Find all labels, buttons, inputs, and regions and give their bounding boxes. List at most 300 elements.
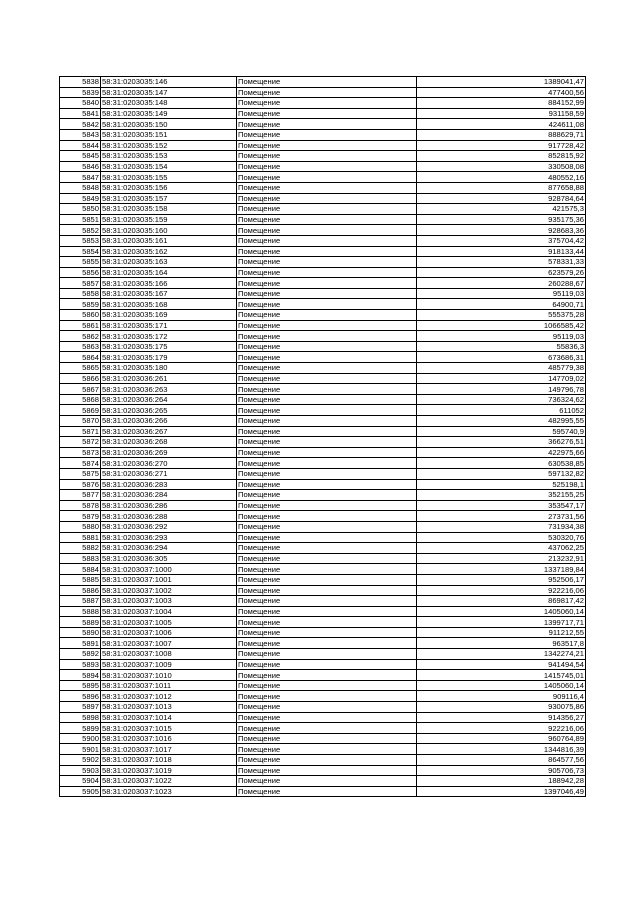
row-number-cell: 5883 [60, 553, 101, 564]
cadastral-number-cell: 58:31:0203037:1018 [101, 755, 237, 766]
cadastral-number-cell: 58:31:0203035:180 [101, 363, 237, 374]
object-type-cell: Помещение [237, 585, 417, 596]
cadastral-value-cell: 597132,82 [417, 468, 586, 479]
row-number-cell: 5842 [60, 119, 101, 130]
cadastral-value-cell: 352155,25 [417, 490, 586, 501]
cadastral-number-cell: 58:31:0203036:293 [101, 532, 237, 543]
row-number-cell: 5884 [60, 564, 101, 575]
cadastral-value-cell: 928784,64 [417, 193, 586, 204]
row-number-cell: 5851 [60, 214, 101, 225]
row-number-cell: 5859 [60, 299, 101, 310]
row-number-cell: 5852 [60, 225, 101, 236]
cadastral-value-table [59, 76, 586, 797]
cadastral-number-cell: 58:31:0203035:147 [101, 87, 237, 98]
cadastral-number-cell: 58:31:0203037:1003 [101, 596, 237, 607]
cadastral-number-cell: 58:31:0203035:161 [101, 235, 237, 246]
cadastral-value-cell: 477400,56 [417, 87, 586, 98]
cadastral-number-cell: 58:31:0203037:1004 [101, 606, 237, 617]
cadastral-number-cell: 58:31:0203035:148 [101, 98, 237, 109]
row-number-cell: 5880 [60, 521, 101, 532]
table-row [60, 765, 586, 776]
cadastral-number-cell: 58:31:0203036:271 [101, 468, 237, 479]
row-number-cell: 5900 [60, 733, 101, 744]
cadastral-value-cell: 922216,06 [417, 723, 586, 734]
table-row [60, 543, 586, 554]
row-number-cell: 5885 [60, 574, 101, 585]
object-type-cell: Помещение [237, 490, 417, 501]
object-type-cell: Помещение [237, 299, 417, 310]
cadastral-number-cell: 58:31:0203036:283 [101, 479, 237, 490]
row-number-cell: 5882 [60, 543, 101, 554]
object-type-cell: Помещение [237, 267, 417, 278]
table-row [60, 193, 586, 204]
table-row [60, 204, 586, 215]
cadastral-number-cell: 58:31:0203036:294 [101, 543, 237, 554]
row-number-cell: 5849 [60, 193, 101, 204]
row-number-cell: 5892 [60, 649, 101, 660]
cadastral-value-cell: 931158,59 [417, 108, 586, 119]
row-number-cell: 5839 [60, 87, 101, 98]
table-row [60, 617, 586, 628]
row-number-cell: 5904 [60, 776, 101, 787]
row-number-cell: 5867 [60, 384, 101, 395]
cadastral-value-cell: 909116,4 [417, 691, 586, 702]
table-row [60, 532, 586, 543]
row-number-cell: 5869 [60, 405, 101, 416]
cadastral-number-cell: 58:31:0203035:159 [101, 214, 237, 225]
cadastral-value-cell: 530320,76 [417, 532, 586, 543]
object-type-cell: Помещение [237, 543, 417, 554]
cadastral-number-cell: 58:31:0203036:270 [101, 458, 237, 469]
cadastral-value-cell: 260288,67 [417, 278, 586, 289]
cadastral-number-cell: 58:31:0203036:263 [101, 384, 237, 395]
row-number-cell: 5876 [60, 479, 101, 490]
row-number-cell: 5897 [60, 702, 101, 713]
object-type-cell: Помещение [237, 384, 417, 395]
object-type-cell: Помещение [237, 288, 417, 299]
cadastral-number-cell: 58:31:0203037:1001 [101, 574, 237, 585]
cadastral-value-cell: 595740,9 [417, 426, 586, 437]
table-row [60, 490, 586, 501]
cadastral-number-cell: 58:31:0203035:146 [101, 77, 237, 88]
row-number-cell: 5863 [60, 341, 101, 352]
cadastral-value-cell: 1066585,42 [417, 320, 586, 331]
row-number-cell: 5840 [60, 98, 101, 109]
cadastral-number-cell: 58:31:0203037:1007 [101, 638, 237, 649]
row-number-cell: 5877 [60, 490, 101, 501]
cadastral-number-cell: 58:31:0203035:164 [101, 267, 237, 278]
table-row [60, 627, 586, 638]
cadastral-value-cell: 485779,38 [417, 363, 586, 374]
row-number-cell: 5878 [60, 500, 101, 511]
cadastral-number-cell: 58:31:0203036:292 [101, 521, 237, 532]
object-type-cell: Помещение [237, 447, 417, 458]
object-type-cell: Помещение [237, 161, 417, 172]
cadastral-value-cell: 952506,17 [417, 574, 586, 585]
cadastral-value-cell: 578331,33 [417, 257, 586, 268]
object-type-cell: Помещение [237, 574, 417, 585]
cadastral-value-cell: 1399717,71 [417, 617, 586, 628]
table-row [60, 119, 586, 130]
row-number-cell: 5854 [60, 246, 101, 257]
object-type-cell: Помещение [237, 564, 417, 575]
cadastral-number-cell: 58:31:0203035:152 [101, 140, 237, 151]
cadastral-number-cell: 58:31:0203037:1012 [101, 691, 237, 702]
table-row [60, 437, 586, 448]
cadastral-value-cell: 852815,92 [417, 151, 586, 162]
cadastral-number-cell: 58:31:0203035:166 [101, 278, 237, 289]
object-type-cell: Помещение [237, 617, 417, 628]
cadastral-value-cell: 366276,51 [417, 437, 586, 448]
cadastral-number-cell: 58:31:0203037:1011 [101, 680, 237, 691]
cadastral-value-cell: 928683,36 [417, 225, 586, 236]
cadastral-value-cell: 1415745,01 [417, 670, 586, 681]
row-number-cell: 5875 [60, 468, 101, 479]
object-type-cell: Помещение [237, 458, 417, 469]
cadastral-value-cell: 914356,27 [417, 712, 586, 723]
table-row [60, 712, 586, 723]
object-type-cell: Помещение [237, 733, 417, 744]
table-row [60, 585, 586, 596]
cadastral-value-cell: 905706,73 [417, 765, 586, 776]
cadastral-number-cell: 58:31:0203037:1002 [101, 585, 237, 596]
table-row [60, 87, 586, 98]
object-type-cell: Помещение [237, 108, 417, 119]
cadastral-number-cell: 58:31:0203037:1010 [101, 670, 237, 681]
cadastral-number-cell: 58:31:0203037:1017 [101, 744, 237, 755]
cadastral-value-cell: 1342274,21 [417, 649, 586, 660]
cadastral-number-cell: 58:31:0203035:149 [101, 108, 237, 119]
row-number-cell: 5846 [60, 161, 101, 172]
row-number-cell: 5887 [60, 596, 101, 607]
row-number-cell: 5847 [60, 172, 101, 183]
cadastral-number-cell: 58:31:0203035:156 [101, 182, 237, 193]
table-row [60, 786, 586, 797]
cadastral-number-cell: 58:31:0203036:288 [101, 511, 237, 522]
row-number-cell: 5871 [60, 426, 101, 437]
row-number-cell: 5895 [60, 680, 101, 691]
cadastral-number-cell: 58:31:0203037:1019 [101, 765, 237, 776]
row-number-cell: 5898 [60, 712, 101, 723]
row-number-cell: 5858 [60, 288, 101, 299]
row-number-cell: 5903 [60, 765, 101, 776]
object-type-cell: Помещение [237, 596, 417, 607]
cadastral-value-cell: 884152,99 [417, 98, 586, 109]
row-number-cell: 5888 [60, 606, 101, 617]
row-number-cell: 5845 [60, 151, 101, 162]
cadastral-value-cell: 1337189,84 [417, 564, 586, 575]
object-type-cell: Помещение [237, 606, 417, 617]
table-body [60, 77, 586, 797]
row-number-cell: 5901 [60, 744, 101, 755]
cadastral-value-cell: 922216,06 [417, 585, 586, 596]
object-type-cell: Помещение [237, 140, 417, 151]
cadastral-number-cell: 58:31:0203035:150 [101, 119, 237, 130]
cadastral-number-cell: 58:31:0203037:1022 [101, 776, 237, 787]
row-number-cell: 5868 [60, 394, 101, 405]
table-row [60, 320, 586, 331]
object-type-cell: Помещение [237, 394, 417, 405]
object-type-cell: Помещение [237, 638, 417, 649]
cadastral-value-cell: 353547,17 [417, 500, 586, 511]
object-type-cell: Помещение [237, 511, 417, 522]
row-number-cell: 5881 [60, 532, 101, 543]
cadastral-value-cell: 888629,71 [417, 129, 586, 140]
table-row [60, 776, 586, 787]
row-number-cell: 5856 [60, 267, 101, 278]
object-type-cell: Помещение [237, 426, 417, 437]
cadastral-number-cell: 58:31:0203037:1009 [101, 659, 237, 670]
cadastral-value-cell: 213232,91 [417, 553, 586, 564]
row-number-cell: 5872 [60, 437, 101, 448]
cadastral-value-cell: 630538,85 [417, 458, 586, 469]
cadastral-number-cell: 58:31:0203035:153 [101, 151, 237, 162]
table-row [60, 479, 586, 490]
cadastral-number-cell: 58:31:0203035:169 [101, 310, 237, 321]
object-type-cell: Помещение [237, 214, 417, 225]
row-number-cell: 5905 [60, 786, 101, 797]
table-row [60, 172, 586, 183]
table-row [60, 299, 586, 310]
table-row [60, 458, 586, 469]
cadastral-number-cell: 58:31:0203036:286 [101, 500, 237, 511]
object-type-cell: Помещение [237, 416, 417, 427]
table-row [60, 596, 586, 607]
cadastral-number-cell: 58:31:0203035:168 [101, 299, 237, 310]
cadastral-value-cell: 424611,08 [417, 119, 586, 130]
row-number-cell: 5862 [60, 331, 101, 342]
cadastral-value-cell: 930075,86 [417, 702, 586, 713]
cadastral-number-cell: 58:31:0203037:1005 [101, 617, 237, 628]
table-row [60, 606, 586, 617]
cadastral-value-cell: 55836,3 [417, 341, 586, 352]
cadastral-value-cell: 1389041,47 [417, 77, 586, 88]
row-number-cell: 5843 [60, 129, 101, 140]
cadastral-number-cell: 58:31:0203037:1023 [101, 786, 237, 797]
object-type-cell: Помещение [237, 776, 417, 787]
object-type-cell: Помещение [237, 479, 417, 490]
object-type-cell: Помещение [237, 691, 417, 702]
cadastral-value-cell: 64900,71 [417, 299, 586, 310]
object-type-cell: Помещение [237, 363, 417, 374]
table-row [60, 384, 586, 395]
cadastral-value-cell: 1405060,14 [417, 606, 586, 617]
object-type-cell: Помещение [237, 129, 417, 140]
cadastral-value-cell: 864577,56 [417, 755, 586, 766]
row-number-cell: 5853 [60, 235, 101, 246]
table-row [60, 140, 586, 151]
table-row [60, 702, 586, 713]
cadastral-value-cell: 422975,66 [417, 447, 586, 458]
object-type-cell: Помещение [237, 278, 417, 289]
table-row [60, 723, 586, 734]
object-type-cell: Помещение [237, 723, 417, 734]
cadastral-number-cell: 58:31:0203035:175 [101, 341, 237, 352]
table-row [60, 468, 586, 479]
cadastral-value-cell: 421575,3 [417, 204, 586, 215]
object-type-cell: Помещение [237, 119, 417, 130]
row-number-cell: 5841 [60, 108, 101, 119]
table-row [60, 235, 586, 246]
cadastral-number-cell: 58:31:0203036:268 [101, 437, 237, 448]
cadastral-value-cell: 437062,25 [417, 543, 586, 554]
cadastral-number-cell: 58:31:0203037:1008 [101, 649, 237, 660]
object-type-cell: Помещение [237, 331, 417, 342]
table-row [60, 151, 586, 162]
table-row [60, 257, 586, 268]
object-type-cell: Помещение [237, 532, 417, 543]
cadastral-value-cell: 731934,38 [417, 521, 586, 532]
object-type-cell: Помещение [237, 500, 417, 511]
cadastral-value-cell: 935175,36 [417, 214, 586, 225]
cadastral-value-cell: 736324,62 [417, 394, 586, 405]
cadastral-number-cell: 58:31:0203035:155 [101, 172, 237, 183]
object-type-cell: Помещение [237, 151, 417, 162]
row-number-cell: 5866 [60, 373, 101, 384]
table-row [60, 500, 586, 511]
cadastral-number-cell: 58:31:0203037:1014 [101, 712, 237, 723]
table-row [60, 161, 586, 172]
row-number-cell: 5902 [60, 755, 101, 766]
table-row [60, 98, 586, 109]
cadastral-number-cell: 58:31:0203036:284 [101, 490, 237, 501]
table-row [60, 182, 586, 193]
cadastral-value-cell: 147709,02 [417, 373, 586, 384]
object-type-cell: Помещение [237, 786, 417, 797]
cadastral-value-cell: 95119,03 [417, 331, 586, 342]
cadastral-value-cell: 611052 [417, 405, 586, 416]
cadastral-number-cell: 58:31:0203035:179 [101, 352, 237, 363]
table-row [60, 352, 586, 363]
cadastral-value-cell: 877658,88 [417, 182, 586, 193]
cadastral-number-cell: 58:31:0203037:1000 [101, 564, 237, 575]
object-type-cell: Помещение [237, 659, 417, 670]
cadastral-number-cell: 58:31:0203036:261 [101, 373, 237, 384]
table-row [60, 288, 586, 299]
table-row [60, 416, 586, 427]
cadastral-value-cell: 273731,56 [417, 511, 586, 522]
row-number-cell: 5879 [60, 511, 101, 522]
cadastral-number-cell: 58:31:0203035:158 [101, 204, 237, 215]
object-type-cell: Помещение [237, 320, 417, 331]
cadastral-number-cell: 58:31:0203036:266 [101, 416, 237, 427]
cadastral-value-cell: 330508,08 [417, 161, 586, 172]
row-number-cell: 5848 [60, 182, 101, 193]
cadastral-number-cell: 58:31:0203035:163 [101, 257, 237, 268]
cadastral-value-cell: 149796,78 [417, 384, 586, 395]
cadastral-number-cell: 58:31:0203036:267 [101, 426, 237, 437]
cadastral-value-cell: 941494,54 [417, 659, 586, 670]
row-number-cell: 5899 [60, 723, 101, 734]
object-type-cell: Помещение [237, 373, 417, 384]
object-type-cell: Помещение [237, 310, 417, 321]
cadastral-value-cell: 673686,31 [417, 352, 586, 363]
object-type-cell: Помещение [237, 246, 417, 257]
table-row [60, 394, 586, 405]
cadastral-number-cell: 58:31:0203036:264 [101, 394, 237, 405]
object-type-cell: Помещение [237, 702, 417, 713]
object-type-cell: Помещение [237, 437, 417, 448]
row-number-cell: 5864 [60, 352, 101, 363]
cadastral-value-cell: 480552,16 [417, 172, 586, 183]
cadastral-value-cell: 963517,8 [417, 638, 586, 649]
cadastral-number-cell: 58:31:0203035:154 [101, 161, 237, 172]
cadastral-value-cell: 917728,42 [417, 140, 586, 151]
table-row [60, 214, 586, 225]
table-row [60, 638, 586, 649]
row-number-cell: 5844 [60, 140, 101, 151]
object-type-cell: Помещение [237, 649, 417, 660]
table-row [60, 310, 586, 321]
object-type-cell: Помещение [237, 235, 417, 246]
cadastral-number-cell: 58:31:0203035:157 [101, 193, 237, 204]
table-row [60, 733, 586, 744]
table-row [60, 511, 586, 522]
cadastral-value-cell: 525198,1 [417, 479, 586, 490]
cadastral-value-cell: 1405060,14 [417, 680, 586, 691]
row-number-cell: 5893 [60, 659, 101, 670]
table-row [60, 331, 586, 342]
row-number-cell: 5894 [60, 670, 101, 681]
row-number-cell: 5890 [60, 627, 101, 638]
cadastral-value-cell: 482995,55 [417, 416, 586, 427]
row-number-cell: 5874 [60, 458, 101, 469]
row-number-cell: 5873 [60, 447, 101, 458]
object-type-cell: Помещение [237, 172, 417, 183]
table-row [60, 77, 586, 88]
table-row [60, 680, 586, 691]
cadastral-value-cell: 375704,42 [417, 235, 586, 246]
table-row [60, 129, 586, 140]
cadastral-number-cell: 58:31:0203037:1015 [101, 723, 237, 734]
object-type-cell: Помещение [237, 225, 417, 236]
row-number-cell: 5865 [60, 363, 101, 374]
object-type-cell: Помещение [237, 257, 417, 268]
object-type-cell: Помещение [237, 193, 417, 204]
object-type-cell: Помещение [237, 680, 417, 691]
row-number-cell: 5860 [60, 310, 101, 321]
table-row [60, 426, 586, 437]
cadastral-value-cell: 918133,44 [417, 246, 586, 257]
table-row [60, 278, 586, 289]
cadastral-value-cell: 555375,28 [417, 310, 586, 321]
table-row [60, 755, 586, 766]
object-type-cell: Помещение [237, 744, 417, 755]
row-number-cell: 5886 [60, 585, 101, 596]
object-type-cell: Помещение [237, 98, 417, 109]
object-type-cell: Помещение [237, 765, 417, 776]
table-row [60, 108, 586, 119]
table-row [60, 691, 586, 702]
object-type-cell: Помещение [237, 87, 417, 98]
row-number-cell: 5861 [60, 320, 101, 331]
table-row [60, 574, 586, 585]
cadastral-value-cell: 960764,89 [417, 733, 586, 744]
table-row [60, 341, 586, 352]
table-row [60, 564, 586, 575]
cadastral-number-cell: 58:31:0203036:269 [101, 447, 237, 458]
table-row [60, 670, 586, 681]
table-row [60, 373, 586, 384]
object-type-cell: Помещение [237, 352, 417, 363]
cadastral-number-cell: 58:31:0203035:167 [101, 288, 237, 299]
cadastral-value-cell: 1344816,39 [417, 744, 586, 755]
object-type-cell: Помещение [237, 204, 417, 215]
object-type-cell: Помещение [237, 553, 417, 564]
row-number-cell: 5857 [60, 278, 101, 289]
row-number-cell: 5896 [60, 691, 101, 702]
cadastral-value-cell: 869817,42 [417, 596, 586, 607]
